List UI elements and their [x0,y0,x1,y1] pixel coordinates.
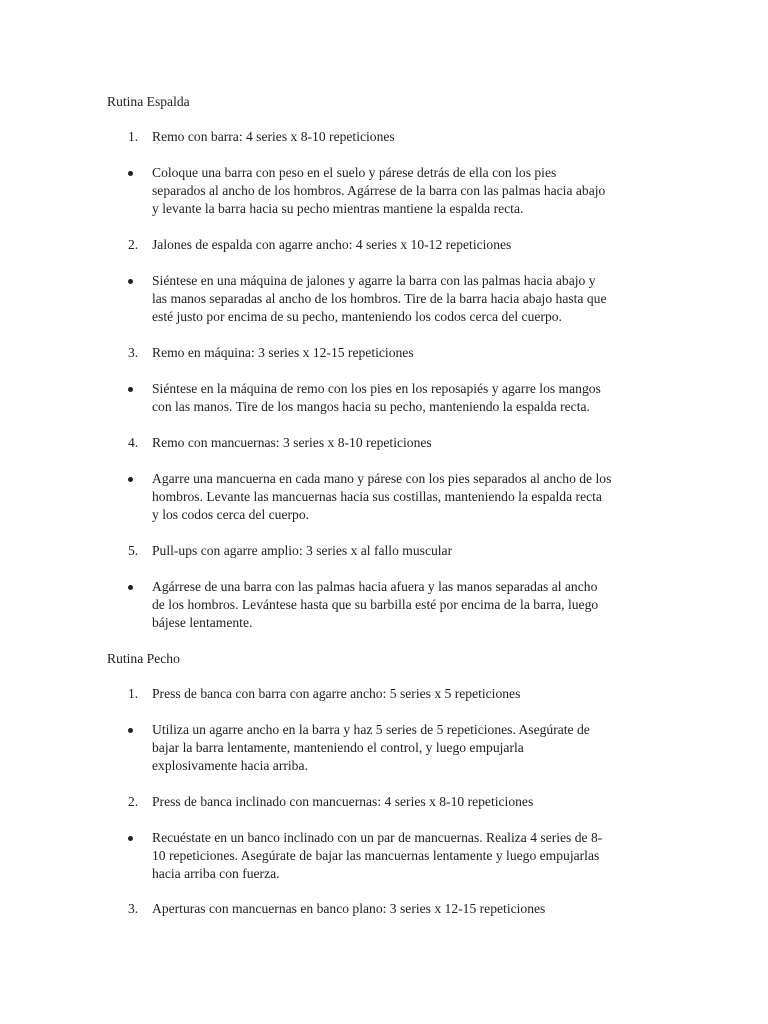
exercise-name: Remo con barra: 4 series x 8-10 repeticiones [152,129,395,144]
item-number: 2. [128,794,139,809]
exercise-name: Pull-ups con agarre amplio: 3 series x al fallo muscular [152,543,453,558]
bullet-icon [128,387,133,392]
description-line: hombros. Levante las mancuernas hacia sus costillas, manteniendo la espalda recta [152,489,602,504]
description-line: Recuéstate en un banco inclinado con un par de mancuernas. Realiza 4 series de 8- [152,830,603,845]
item-number: 1. [128,129,139,144]
description-line: y los codos cerca del cuerpo. [152,507,310,522]
description-line: bajar la barra lentamente, manteniendo el control, y luego empujarla [152,740,524,755]
description-line: Agarre una mancuerna en cada mano y párese con los pies separados al ancho de los [152,471,612,486]
item-number: 3. [128,901,139,916]
bullet-icon [128,836,133,841]
item-number: 2. [128,237,139,252]
description-line: con las manos. Tire de los mangos hacia su pecho, manteniendo la espalda recta. [152,399,590,414]
bullet-icon [128,279,133,284]
description-line: hacia arriba con fuerza. [152,866,280,881]
exercise-name: Remo con mancuernas: 3 series x 8-10 repeticiones [152,435,432,450]
description-line: las manos separadas al ancho de los hombros. Tire de la barra hacia abajo hasta que [152,291,607,306]
bullet-icon [128,477,133,482]
description-line: bájese lentamente. [152,615,253,630]
description-line: Coloque una barra con peso en el suelo y párese detrás de ella con los pies [152,165,557,180]
bullet-icon [128,728,133,733]
description-line: Agárrese de una barra con las palmas hacia afuera y las manos separadas al ancho [152,579,598,594]
description-line: separados al ancho de los hombros. Agárrese de la barra con las palmas hacia abajo [152,183,606,198]
description-line: Siéntese en la máquina de remo con los pies en los reposapiés y agarre los mangos [152,381,601,396]
exercise-name: Jalones de espalda con agarre ancho: 4 series x 10-12 repeticiones [152,237,512,252]
item-number: 5. [128,543,139,558]
description-line: esté justo por encima de su pecho, manteniendo los codos cerca del cuerpo. [152,309,562,324]
description-line: Siéntese en una máquina de jalones y agarre la barra con las palmas hacia abajo y [152,273,596,288]
description-line: y levante la barra hacia su pecho mientras mantiene la espalda recta. [152,201,524,216]
exercise-name: Remo en máquina: 3 series x 12-15 repeticiones [152,345,414,360]
exercise-name: Press de banca inclinado con mancuernas: 4 series x 8-10 repeticiones [152,794,534,809]
description-line: 10 repeticiones. Asegúrate de bajar las mancuernas lentamente y luego empujarlas [152,848,600,863]
section-title: Rutina Pecho [107,651,180,666]
exercise-name: Aperturas con mancuernas en banco plano: 3 series x 12-15 repeticiones [152,901,546,916]
description-line: explosivamente hacia arriba. [152,758,308,773]
item-number: 4. [128,435,139,450]
item-number: 3. [128,345,139,360]
description-line: Utiliza un agarre ancho en la barra y haz 5 series de 5 repeticiones. Asegúrate de [152,722,590,737]
bullet-icon [128,585,133,590]
exercise-name: Press de banca con barra con agarre ancho: 5 series x 5 repeticiones [152,686,521,701]
item-number: 1. [128,686,139,701]
section-title: Rutina Espalda [107,94,190,109]
bullet-icon [128,171,133,176]
description-line: de los hombros. Levántese hasta que su barbilla esté por encima de la barra, luego [152,597,599,612]
